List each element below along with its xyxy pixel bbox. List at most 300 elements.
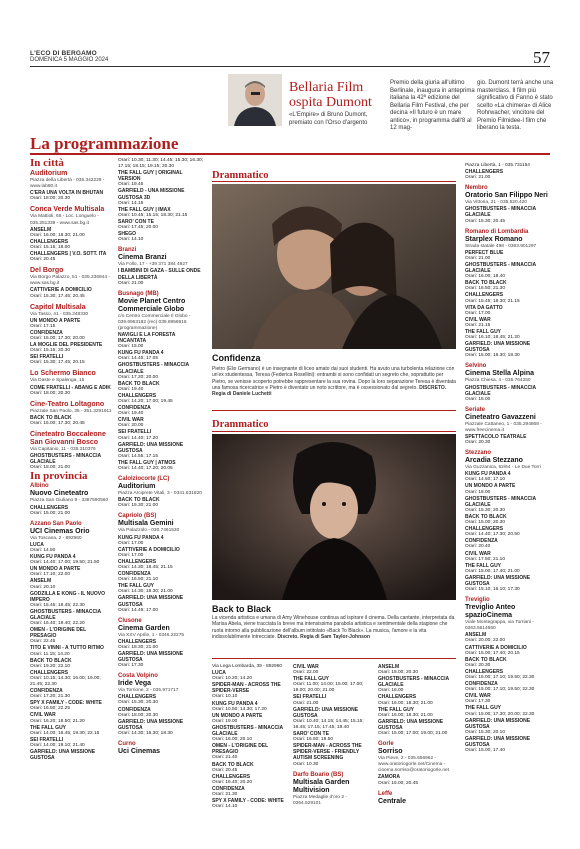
film-title: GHOSTBUSTERS - MINACCIA GLACIALE — [30, 453, 101, 466]
film-title: GARFIELD - UNA MISSIONE GUSTOSA 3D — [118, 188, 185, 201]
confidenza-still-photo — [212, 184, 456, 349]
showtimes: Orari: 17.20; 21.30 — [30, 694, 70, 700]
film-title: CHALLENGERS — [378, 694, 417, 701]
cinema-location: Azzano San Paolo — [30, 520, 82, 527]
film-title: THE FALL GUY | IMAX — [118, 206, 171, 213]
cinema-block — [30, 370, 112, 396]
film-title: LA MOGLIE DEL PRESIDENTE — [30, 342, 103, 349]
film-title: CHALLENGERS — [465, 292, 504, 299]
showtimes: Orari: 14.45; 17.00 — [118, 607, 158, 613]
showtimes: Orari: 16.00; 18.30; 21.00 — [378, 700, 433, 706]
province-cinema-list — [30, 483, 112, 761]
listing-column-6 — [465, 163, 555, 754]
showtimes: Orari: 14.40; 17.20 — [118, 435, 158, 441]
cinema-block — [30, 521, 112, 761]
film-title: THE FALL GUY — [378, 706, 415, 713]
film-title: BACK TO BLACK — [118, 497, 160, 504]
showtimes: Orari: 15.00; 17.30; 20.45 — [30, 420, 85, 426]
film-title: SPIDER-MAN - ACROSS THE SPIDER-VERSE - FRIENDLY AUTISM SCREENING — [293, 743, 362, 762]
film-title: KUNG FU PANDA 4 — [30, 554, 76, 561]
showtimes: Orari: 21.00 — [293, 700, 319, 706]
showtimes: Orari: 11.00; 14.00; 15.00; 17.00; 18.00; 20.00; 21.00 — [293, 682, 364, 694]
showtimes: Orari: 17.30 — [465, 699, 491, 705]
film-title: GHOSTBUSTERS - MINACCIA GLACIALE — [378, 676, 449, 689]
film-title: CIVIL WAR — [293, 664, 319, 670]
showtimes: Orari: 21.00 — [465, 255, 491, 261]
film-title: KUNG FU PANDA 4 — [118, 350, 164, 357]
film-title: TITO E VINNI - A TUTTO RITMO — [30, 645, 104, 652]
film-title: CIVIL WAR — [465, 316, 491, 323]
film-title: BACK TO BLACK — [465, 280, 507, 287]
film-title: LUCA — [30, 541, 44, 548]
showtimes: Orari: 19.20; 22.10 — [30, 663, 70, 669]
feature-bottom-rule — [212, 410, 456, 411]
cinema-address: Piazza Arciprete Vitali, 3 - 0341.631820 — [118, 491, 202, 497]
cinema-name: Cinema Branzi — [118, 254, 167, 262]
showtimes: Orari: 15.00; 17.40; 20.15 — [465, 650, 520, 656]
film-title: GHOSTBUSTERS - MINACCIA GLACIALE — [465, 261, 536, 275]
film-title: CONFIDENZA — [118, 706, 151, 713]
cinema-name: UCI Cinemas Orio — [30, 527, 90, 535]
listing-column-2 — [118, 158, 204, 756]
film-title: CATTIVERIE A DOMICILIO — [30, 287, 92, 294]
feature-genre-label: Drammatico — [212, 419, 269, 430]
film-title: I BAMBINI DI GAZA - SULLE ONDE DELLA LIBERTÀ — [118, 268, 201, 281]
cinema-address: Via XXV Aprile, 1 - 0346.22275 — [118, 632, 185, 638]
cinema-location: Costa Volpino — [118, 673, 158, 680]
film-title: GARFIELD: UNA MISSIONE GUSTOSA — [465, 735, 531, 749]
film-title: SEI FRATELLI — [118, 429, 152, 436]
cinema-block — [30, 431, 112, 471]
film-title: CONFIDENZA — [465, 538, 498, 545]
showtimes: Orari: 16.00; 18.30; 21.00 — [378, 712, 433, 718]
showtimes: Orari: 22.45 — [30, 639, 56, 645]
feature-rule — [212, 431, 456, 432]
showtimes: Orari: 16.40; 20.20 — [212, 779, 252, 785]
feature-synopsis: Pietro (Elio Germano) è un insegnante di liceo amato dai suoi studenti. Ha avuto una turbolenta relazione con un'ex studentessa, Teresa (Federica Rosellini): entrambi si sono confidati un segreto che, soprattutto per Pietro, se venisse scoperto potrebbe rappresentare la sua rovina. Dopo la loro separazione Teresa è diventata una famosa ricercatrice e Pietro è diventato un noto scrittore, ma è ossessionato dal segreto. — [212, 366, 456, 391]
cinema-block — [465, 407, 555, 446]
cinema-name: Cine-Teatro Loltagono — [30, 400, 105, 408]
showtimes: Orari: 14.30; 18.30; 21.00 — [118, 589, 173, 595]
showtimes: Orari: 20.40 — [465, 544, 491, 550]
showtimes: Orari: 10.50; 14.30; 17.20 — [212, 706, 267, 712]
showtimes: Orari: 20.10 — [30, 584, 56, 590]
showtimes: Orari: 10.15; 14.30; 16.00; 19.00; 21.45; 22.30 — [30, 675, 101, 687]
cinema-address: Via Borgo Palazzo, 51 - 035.236944 - www.sas.bg.it — [30, 275, 110, 287]
showtimes: Orari: 15.00; 17.10; 19.50; 22.30 — [465, 675, 535, 680]
cinema-name: Capitol Multisala — [30, 303, 86, 311]
film-title: CHALLENGERS — [118, 558, 157, 565]
film-title: BACK TO BLACK — [465, 656, 507, 663]
listing-column-4 — [293, 664, 375, 807]
film-title: CIVIL WAR — [465, 550, 491, 557]
section-title: La programmazione — [30, 134, 179, 153]
film-title: CHALLENGERS — [118, 694, 157, 701]
cinema-name: Centrale — [378, 797, 407, 805]
showtimes: Orari: 14.40; 17.20; 20.05 — [118, 466, 173, 472]
cinema-block — [465, 229, 555, 360]
feature-genre-label: Drammatico — [212, 170, 269, 181]
feature-credit: Discreto. Regia di Sam Taylor-Johnson — [277, 633, 371, 640]
cinema-name: Starplex Romano — [465, 235, 523, 243]
film-title: SEI FRATELLI — [293, 694, 327, 701]
film-title: CHALLENGERS — [118, 392, 157, 399]
film-title: KUNG FU PANDA 4 — [465, 471, 511, 478]
showtimes: Orari: 15.00; 17.10; 19.50; 22.30 — [465, 687, 535, 693]
cinema-name: Conca Verde Multisala — [30, 206, 105, 214]
film-title: BACK TO BLACK — [118, 380, 160, 387]
page-number: 57 — [533, 48, 550, 67]
showtimes: Orari: 15.10; 16.10; 17.30 — [465, 587, 520, 593]
film-title: CONFIDENZA — [30, 688, 63, 695]
showtimes: Orari: 21.30 — [212, 791, 238, 797]
showtimes: Orari: 18.00; 20.30 — [30, 390, 70, 396]
cinema-address: Via Palazzolo - 030.7461530 — [118, 528, 180, 534]
film-title: ANSELM — [465, 632, 487, 639]
film-title: BACK TO BLACK — [212, 761, 254, 768]
showtimes: Orari: 15.00 — [118, 344, 144, 350]
cinema-address: Via Capitanio, 11 - 035.310376 — [30, 447, 96, 452]
showtimes: Orari: 19.40 — [118, 411, 144, 417]
showtimes: Orari: 15.30; 20.10 — [465, 729, 505, 735]
cinema-address: Via Tasso, 41 - 035.248330 — [30, 311, 89, 317]
film-title: COME FRATELLI - ABANG E ADIK — [30, 384, 111, 391]
showtimes: Orari: 18.00 — [465, 489, 491, 495]
film-title: BACK TO BLACK — [30, 414, 72, 421]
cinema-address: Via Vittoria, 21 - 035.520.420 — [465, 200, 527, 206]
film-title: THE FALL GUY — [293, 676, 330, 683]
listing-column-5 — [378, 664, 460, 806]
showtimes: Orari: 17.20; 20.00 — [118, 374, 158, 380]
cinema-name: Cineteatro Gavazzeni — [465, 413, 536, 421]
showtimes: Orari: 21.15 — [465, 322, 491, 328]
showtimes: Orari: 21.00 — [465, 175, 491, 181]
showtimes: Orari: 10.45; 15.15; 18.30; 21.15 — [118, 212, 188, 218]
cinema-address: Via Torrione, 2 - 035.971717 — [118, 688, 179, 694]
film-title: SPY X FAMILY - CODE: WHITE — [30, 700, 102, 707]
film-title: CHALLENGERS — [465, 668, 504, 675]
feature-rule — [212, 181, 456, 182]
showtimes: Orari: 15.00; 20.30 — [465, 520, 505, 526]
cinema-location: Branzi — [118, 247, 137, 254]
cinema-location: Gorle — [378, 741, 394, 748]
showtimes: Orari: 14.30; 18.45; 21.15 — [118, 564, 173, 570]
back-to-black-still-photo — [212, 434, 456, 600]
page-header — [30, 50, 108, 64]
showtimes: Orari: 10.20; 14.20 — [212, 676, 252, 682]
film-title: GHOSTBUSTERS - MINACCIA GLACIALE — [118, 362, 189, 375]
showtimes: Orari: 15.00; 17.40 — [465, 748, 505, 754]
film-title: UN MONDO A PARTE — [30, 317, 81, 324]
film-title: THE FALL GUY | ORIGINAL VERSION — [118, 170, 183, 183]
cinema-name: Movie Planet Centro Commerciale Globo — [118, 297, 186, 313]
film-title: CIVIL WAR — [465, 693, 491, 700]
film-title: ANSELM — [30, 226, 52, 233]
showtimes: Orari: 16.00; 20.45 — [378, 780, 418, 786]
cinema-block — [378, 741, 460, 786]
film-title: GHOSTBUSTERS - MINACCIA GLACIALE — [465, 495, 536, 508]
film-title: THE FALL GUY — [465, 705, 502, 712]
showtimes: Orari: 10.30 — [293, 761, 319, 767]
cinema-location: Stezzano — [465, 450, 492, 457]
showtimes: Orari: 14.15 — [118, 200, 144, 206]
showtimes: Orari: 14.10 — [212, 804, 238, 810]
film-title: THE FALL GUY — [465, 328, 502, 335]
film-title: GARFIELD: UNA MISSIONE GUSTOSA — [465, 341, 531, 354]
film-title: CHALLENGERS — [30, 238, 69, 245]
showtimes: Orari: 15.00; 17.30; 20.00 — [30, 335, 85, 341]
cinema-name: Arcadia Stezzano — [465, 457, 523, 465]
showtimes: Orari: 15.00; 17.40; 21.00 — [465, 568, 520, 574]
showtimes: Orari: 15.00; 21.00 — [30, 510, 70, 516]
showtimes: Orari: 15.00; 17.30; 20.00; 22.30 — [465, 711, 535, 717]
film-title: KUNG FU PANDA 4 — [212, 700, 258, 707]
feature-description — [212, 366, 456, 397]
film-title: C'ERA UNA VOLTA IN BHUTAN — [30, 190, 104, 197]
film-title: ANSELM — [378, 664, 400, 670]
cinema-block — [465, 450, 555, 593]
showtimes: Piazza Libertà, 1 - 035.731154 — [465, 163, 530, 168]
film-title: CIVIL WAR — [118, 417, 144, 424]
film-title: CONFIDENZA — [465, 681, 498, 688]
cinema-block — [465, 363, 555, 402]
cinema-address: Via Daste e Spalenga, 15 — [30, 378, 85, 384]
cinema-name: Cinema Garden — [118, 624, 170, 632]
cinema-name: Auditorium — [118, 483, 156, 491]
feature-synopsis: La vicenda artistica e umana di Amy Winehouse continua ad ispirare il cinema. Della cantante, interpretata da Marisa Abela, viene tracciata la breve ma intensissima parabola artistica e sentimentale della stagione che ruota intorno alla pubblicazione dell'album intitolato «Back To Black». La musica, l'amore e la vita indissolubilmente intrecciate. — [212, 615, 455, 640]
film-title: CATTIVERIE A DOMICILIO — [465, 644, 527, 651]
showtimes: Orari: 15.00; 16.30; 18.30 — [465, 353, 520, 359]
cinema-address: Piazza San Giuliano 9 - 3387590560 — [30, 498, 109, 504]
film-title: SPIDER-MAN - ACROSS THE SPIDER-VERSE — [212, 682, 281, 695]
showtimes: Orari: 15.30; 21.00 — [118, 503, 158, 509]
film-title: BACK TO BLACK — [465, 513, 507, 520]
cinema-location: Clusone — [118, 617, 142, 624]
showtimes: Orari: 16.50; 21.30 — [465, 286, 505, 292]
film-title: GHOSTBUSTERS - MINACCIA GLACIALE — [465, 206, 536, 219]
newspaper-name: L'ECO DI BERGAMO — [30, 50, 97, 57]
film-title: CHALLENGERS — [30, 669, 69, 676]
film-title: LUCA — [212, 670, 226, 677]
film-title: GHOSTBUSTERS - MINACCIA GLACIALE — [212, 724, 283, 738]
showtimes: Orari: 20.30 — [465, 662, 491, 668]
showtimes: Orari: 16.10; 18.45; 21.20 — [465, 335, 520, 341]
showtimes: Orari: 18.00; 20.30 — [378, 670, 418, 676]
showtimes: Orari: 14.00; 19.10; 21.40 — [30, 742, 85, 748]
cinema-address: c/o Centro Commerciale Il Globo - 039.6953182 (rec) 039.6956916 (programmazione) — [118, 313, 191, 331]
film-title: GARFIELD: UNA MISSIONE GUSTOSA — [118, 441, 184, 454]
showtimes: Orari: 20.00 — [118, 423, 144, 429]
cinema-location: Seriate — [465, 406, 486, 413]
cinema-name: Nuovo Cineteatro — [30, 490, 89, 498]
cinema-location: Leffe — [378, 790, 393, 797]
teaser-text-col2: gio. Dumont terrà anche una masterclass. Il film più significativo di Fanno è stato scelto «La chimera» di Alice Rohrwacher, vincitore del Premio Filmidee-I film che liberano la testa. — [477, 80, 554, 131]
cinema-block — [118, 291, 204, 472]
cinema-address: Via Pieve, 2 - 035.656962 - www.oratoriogorle.net/Cinema - cinema.sorriso@oratoriogorle.net — [378, 756, 449, 774]
cinema-block — [378, 791, 460, 806]
continued-listings — [293, 664, 375, 768]
feature-description — [212, 615, 456, 640]
showtimes: Orari: 17.00 — [465, 310, 491, 316]
cinema-list — [118, 247, 204, 756]
film-title: SEI FRATELLI — [30, 354, 64, 361]
film-title: GARFIELD: UNA MISSIONE GUSTOSA — [465, 717, 531, 730]
teaser-text-col1: Premio della giuria all'ultimo Berlinale, inaugura in anteprima italiana la 42ª edizione del Bellaria Film Festival, che per decina «Il futuro è un mare antico», in programma dall'8 al 12 mag- — [390, 80, 475, 131]
showtimes: Orari: 20.45 — [212, 767, 238, 773]
cinema-location: Selvino — [465, 363, 487, 370]
film-title: GARFIELD: UNA MISSIONE GUSTOSA — [378, 718, 444, 731]
showtimes: Orari: 14.40; 17.00; 19.50; 21.50 — [30, 560, 100, 566]
showtimes: Orari: 19.00 — [212, 718, 238, 724]
film-title: GARFIELD: UNA MISSIONE GUSTOSA — [118, 718, 184, 731]
film-title: OMEN - L'ORIGINE DEL PRESAGIO — [30, 627, 87, 640]
film-title: GHOSTBUSTERS - MINACCIA GLACIALE — [465, 384, 536, 397]
film-title: CHALLENGERS — [212, 773, 251, 780]
film-title: CHALLENGERS — [30, 504, 69, 511]
showtimes: Orari: 16.40; 19.40; 22.20 — [30, 621, 85, 627]
cinema-block — [30, 267, 112, 299]
showtimes: Orari: 16.00; 18.30; 21.00 — [30, 232, 85, 238]
showtimes: Orari: 17.00 — [118, 540, 144, 546]
continued-listings — [465, 163, 555, 181]
header-divider — [30, 66, 550, 67]
cinema-block — [465, 185, 555, 224]
showtimes: Orari: 16.00; 20.10 — [212, 737, 252, 743]
showtimes: Orari: 18:00; 20.30 — [30, 196, 70, 202]
showtimes: Orari: 16.50; 22.25 — [30, 706, 70, 712]
showtimes: Orari: 15.30; 20.45 — [465, 218, 505, 224]
cinema-address: Piazzale San Paolo, 35 - 351.3291911 — [30, 408, 112, 414]
showtimes: Orari: 16.00; 18.40 — [465, 274, 505, 280]
showtimes: Orari: 10.30; 11.30; 14.45; 15.30; 16.30; 17.15; 18.15; 19.15; 20.30 — [118, 158, 203, 170]
showtimes: Orari: 20.00; 22.00 — [465, 638, 505, 644]
showtimes: Orari: 15.00; 17.00; 19.00; 21.00 — [378, 731, 448, 737]
showtimes: Orari: 20.45 — [30, 257, 56, 263]
cinema-list — [465, 185, 555, 754]
showtimes: Orari: 14.20; 17.00; 19.45 — [118, 399, 173, 404]
feature-bottom-rule — [212, 658, 456, 659]
showtimes: Orari: 17.10; 22.00 — [30, 572, 70, 578]
showtimes: Orari: 19.45 — [118, 182, 144, 188]
film-title: NAVIGLI E LA FORESTA INCANTATA — [118, 331, 176, 345]
cinema-name: Multisala Garden Multivision — [293, 778, 350, 794]
film-title: UN MONDO A PARTE — [212, 712, 263, 719]
showtimes: Orari: 22.00 — [293, 670, 319, 676]
showtimes: Orari: 14.50 — [30, 547, 56, 553]
cinema-location: Darfo Boario (BS) — [293, 771, 344, 778]
cinema-address: Piazza Medaglie d'oro 2 - 0364.529101 — [293, 794, 347, 806]
showtimes: Orari: 15.15; 18.00 — [30, 244, 70, 250]
film-title: GHOSTBUSTERS - MINACCIA GLACIALE — [30, 608, 101, 621]
film-title: SPETTACOLO TEATRALE — [465, 434, 527, 440]
film-title: BACK TO BLACK — [30, 657, 72, 664]
film-title: CONFIDENZA — [118, 405, 151, 412]
showtimes: Orari: 17.50; 21.10 — [465, 556, 505, 562]
continued-listings — [212, 664, 292, 810]
film-title: OMEN - L'ORIGINE DEL PRESAGIO — [212, 743, 269, 756]
showtimes: Orari: 20.30 — [465, 440, 491, 446]
showtimes: Orari: 17.15 — [30, 323, 56, 329]
city-cinema-list — [30, 170, 112, 471]
showtimes: Orari: 18.30; 21.00 — [118, 644, 158, 650]
showtimes: Orari: 18.00; 20.30 — [118, 712, 158, 718]
showtimes: Orari: 21.40 — [212, 755, 238, 761]
cinema-block — [118, 618, 204, 670]
cinema-block — [465, 597, 555, 754]
showtimes: Orari: 10.40; 14.15; 14.45; 15.15; 16.45; 17.15; 17.45; 19.40 — [293, 718, 364, 730]
film-title: CHALLENGERS — [465, 526, 504, 533]
cinema-block — [30, 170, 112, 202]
film-title: CONFIDENZA — [212, 785, 245, 792]
showtimes: Orari: 16.50; 21.10 — [118, 577, 158, 583]
showtimes: Orari: 14.55; 17.15 — [118, 453, 158, 459]
cinema-location: Treviglio — [465, 597, 490, 604]
cinema-block — [30, 206, 112, 263]
showtimes: Orari: 16.50; 19.50 — [293, 737, 333, 743]
film-title: GARFIELD: UNA MISSIONE GUSTOSA — [293, 706, 359, 719]
film-title: GARFIELD: UNA MISSIONE GUSTOSA — [30, 749, 96, 762]
film-title: KUNG FU PANDA 4 — [118, 534, 164, 541]
cinema-block — [30, 483, 112, 516]
cinema-location: Curno — [118, 741, 136, 748]
feature-credit: DISCRETO. Regia di Daniele Luchetti — [212, 384, 447, 398]
section-divider — [30, 153, 550, 155]
film-title: SARO' CON TE — [293, 731, 329, 738]
teaser-title: Bellaria Film ospita Dumont — [289, 80, 372, 110]
cinema-location: Albino — [30, 483, 49, 490]
showtimes: Orari: 14.10 — [118, 237, 144, 243]
cinema-name: Cineteatro Boccaleone San Giovanni Bosco — [30, 431, 106, 446]
film-title: UN MONDO A PARTE — [30, 566, 81, 573]
film-title: GARFIELD: UNA MISSIONE GUSTOSA — [465, 574, 531, 587]
film-title: SEI FRATELLI — [30, 736, 64, 743]
film-title: CHALLENGERS | V.O. SOTT. ITA — [30, 251, 107, 258]
film-title: CONFIDENZA — [118, 571, 151, 578]
cinema-address: Via Follo, 17 - +39 371 384 4927 — [118, 262, 188, 268]
cinema-location: Capriolo (BS) — [118, 513, 157, 520]
city-heading: In città — [30, 157, 64, 169]
film-title: THE FALL GUY | ATMOS — [118, 459, 176, 466]
cinema-address: Piazza della Libertà - 035.342229 - www.lab80.it — [30, 178, 105, 190]
cinema-name: Del Borgo — [30, 267, 64, 275]
cinema-location: Romano di Lombardia — [465, 228, 529, 235]
cinema-list — [378, 741, 460, 805]
cinema-location: Nembro — [465, 185, 488, 192]
cinema-address: Viale Montegrappa, via Torriani - 0363.5614660 — [465, 620, 534, 632]
cinema-block — [118, 247, 204, 286]
cinema-block — [30, 304, 112, 367]
showtimes: Orari: 15.15; 20.30 — [30, 348, 70, 354]
showtimes: Orari: 17.00 — [118, 552, 144, 558]
showtimes: Orari: 18.00; 21.00 — [30, 465, 70, 471]
cinema-address: Via Guzzanica, 62/64 - Le Due Torri — [465, 465, 541, 471]
listing-column-3 — [212, 664, 292, 810]
film-title: PERFECT BLUE — [465, 249, 504, 256]
cinema-name: Oratorio San Filippo Neri — [465, 192, 548, 200]
cinema-name: Treviglio Anteo spazioCinema — [465, 604, 516, 620]
teaser-photo — [228, 74, 282, 126]
film-title: CIVIL WAR — [30, 712, 56, 719]
showtimes: Orari: 15.30; 20.30 — [465, 507, 505, 513]
showtimes: Orari: 10.10 — [212, 694, 238, 700]
cinema-name: Cinema Stella Alpina — [465, 370, 534, 378]
cinema-block — [30, 401, 112, 427]
cinema-address: Strada statale 498 - 0363.901297 — [465, 243, 537, 249]
film-title: GARFIELD: UNA MISSIONE GUSTOSA — [118, 651, 184, 664]
province-heading: In provincia — [30, 470, 88, 483]
showtimes: Orari: 19.40 — [118, 386, 144, 392]
film-title: VITA DA GATTO — [465, 304, 503, 311]
